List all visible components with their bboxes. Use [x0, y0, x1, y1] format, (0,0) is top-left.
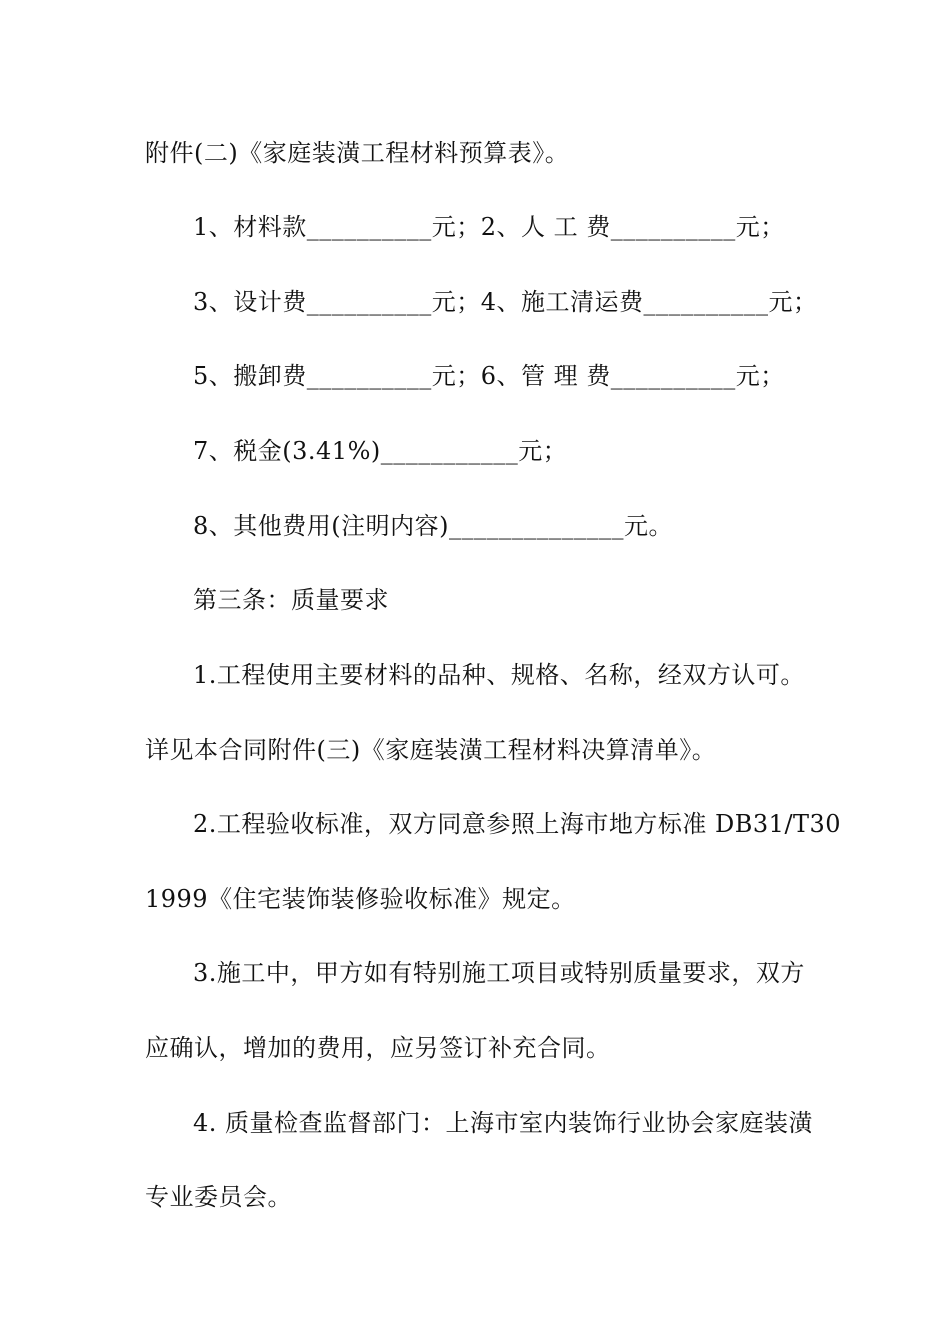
section-heading-article-3: 第三条：质量要求 [193, 586, 389, 614]
cost-item-3-4: 3、设计费__________元；4、施工清运费__________元； [193, 288, 818, 316]
clause-4-line-2: 专业委员会。 [145, 1183, 292, 1211]
clause-4-line-1: 4. 质量检查监督部门：上海市室内装饰行业协会家庭装潢 [193, 1109, 814, 1137]
cost-item-7: 7、税金(3.41%)___________元； [193, 437, 568, 465]
attachment-2-reference: 附件(二)《家庭装潢工程材料预算表》。 [145, 139, 570, 167]
clause-2-line-1: 2.工程验收标准，双方同意参照上海市地方标准 DB31/T30 [193, 810, 842, 838]
clause-1-line-2: 详见本合同附件(三)《家庭装潢工程材料决算清单》。 [145, 736, 717, 764]
clause-2-line-2: 1999《住宅装饰装修验收标准》规定。 [145, 885, 576, 913]
clause-1-line-1: 1.工程使用主要材料的品种、规格、名称，经双方认可。 [193, 661, 805, 689]
clause-3-line-2: 应确认，增加的费用，应另签订补充合同。 [145, 1034, 611, 1062]
cost-item-5-6: 5、搬卸费__________元；6、管 理 费__________元； [193, 362, 785, 390]
cost-item-1-2: 1、材料款__________元；2、人 工 费__________元； [193, 213, 785, 241]
clause-3-line-1: 3.施工中，甲方如有特别施工项目或特别质量要求，双方 [193, 959, 805, 987]
cost-item-8: 8、其他费用(注明内容)______________元。 [193, 512, 673, 540]
